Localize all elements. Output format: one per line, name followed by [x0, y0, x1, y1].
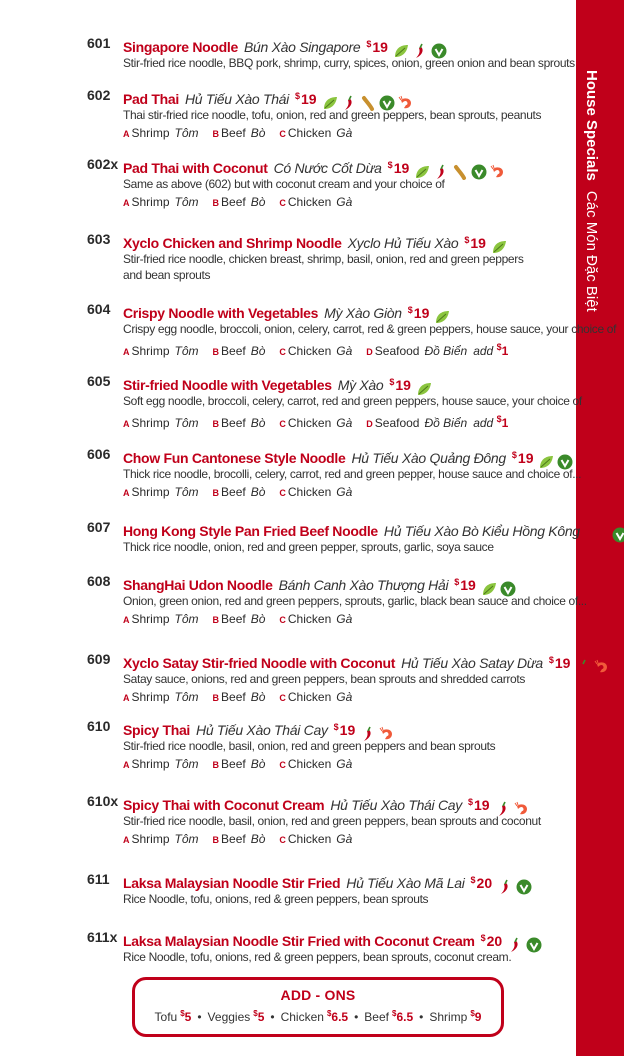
option-vi: Tôm — [174, 757, 199, 771]
currency-symbol: $ — [511, 450, 517, 460]
option-vi: Bò — [250, 832, 266, 846]
option-en: Shrimp — [131, 612, 170, 626]
protein-option — [213, 689, 266, 706]
addon-price-value: 6.5 — [331, 1010, 349, 1024]
price-value: 19 — [413, 305, 430, 321]
option-letter: A — [123, 615, 130, 625]
protein-option — [279, 689, 352, 706]
price-value: 19 — [591, 523, 608, 539]
option-letter: C — [279, 615, 286, 625]
item-name-vi: Hủ Tiếu Xào Thái Cay — [196, 722, 328, 738]
option-en: Shrimp — [131, 416, 170, 430]
protein-option — [279, 194, 352, 211]
currency-symbol: $ — [464, 235, 470, 245]
protein-option — [279, 343, 352, 360]
item-name-vi: Hủ Tiếu Xào Quảng Đông — [351, 450, 506, 466]
price-value: 19 — [517, 450, 534, 466]
protein-option — [123, 415, 199, 432]
addon-name: Tofu — [154, 1010, 178, 1024]
option-en: Chicken — [287, 416, 332, 430]
item-description: Stir-fried rice noodle, basil, onion, red and green peppers and bean sprouts — [123, 739, 496, 753]
addon-name: Beef — [364, 1010, 389, 1024]
option-add: add — [473, 416, 494, 430]
item-description: Thick rice noodle, onion, red and green pepper, sprouts, garlic, soya sauce — [123, 540, 494, 554]
item-name: ShangHai Udon Noodle — [123, 577, 273, 593]
addon-price — [253, 1010, 264, 1024]
vegan-icon — [612, 527, 624, 543]
option-currency: $ — [496, 414, 502, 424]
option-en: Chicken — [287, 485, 332, 499]
item-price — [586, 523, 608, 539]
option-en: Beef — [221, 126, 246, 140]
item-description: Stir-fried rice noodle, chicken breast, shrimp, basil, onion, red and green peppers — [123, 252, 524, 266]
addon-item — [155, 1010, 192, 1024]
protein-option — [213, 756, 266, 773]
option-currency: $ — [496, 342, 502, 352]
option-letter: A — [123, 488, 130, 498]
protein-option — [123, 484, 199, 501]
shrimp-icon — [490, 164, 506, 180]
vegan-icon — [526, 937, 542, 953]
currency-symbol: $ — [585, 523, 591, 533]
option-letter: B — [212, 198, 220, 208]
item-number: 610x — [87, 793, 119, 809]
protein-option — [123, 831, 199, 848]
protein-option — [123, 756, 199, 773]
option-vi: Gà — [336, 344, 353, 358]
option-en: Shrimp — [131, 126, 170, 140]
protein-option — [213, 415, 266, 432]
currency-symbol: $ — [454, 577, 460, 587]
item-number: 610 — [87, 718, 111, 734]
protein-options — [123, 194, 366, 211]
addon-price-value: 5 — [257, 1010, 265, 1024]
option-letter: C — [279, 693, 286, 703]
protein-option — [213, 125, 266, 142]
peanut-icon — [452, 164, 468, 180]
option-letter: D — [366, 347, 373, 357]
option-vi: Bò — [250, 416, 266, 430]
item-price — [454, 577, 476, 593]
addon-price — [180, 1010, 191, 1024]
option-vi: Đồ Biển — [424, 344, 468, 358]
option-vi: Gà — [336, 485, 353, 499]
option-en: Beef — [221, 416, 246, 430]
item-number: 611 — [87, 871, 110, 887]
price-value: 19 — [301, 91, 317, 107]
item-number: 608 — [87, 573, 111, 589]
item-name-vi: Mỳ Xào — [337, 377, 384, 393]
option-en: Shrimp — [131, 195, 170, 209]
item-price — [366, 39, 388, 55]
addon-price — [392, 1010, 413, 1024]
protein-options — [123, 339, 522, 360]
item-price — [388, 160, 410, 176]
option-vi: Bò — [250, 690, 266, 704]
option-vi: Bò — [250, 757, 266, 771]
option-en: Shrimp — [131, 690, 170, 704]
option-en: Seafood — [374, 416, 420, 430]
item-name: Chow Fun Cantonese Style Noodle — [123, 450, 346, 466]
addon-item — [208, 1010, 265, 1024]
item-price — [481, 933, 503, 949]
protein-option — [279, 831, 352, 848]
option-en: Beef — [221, 690, 246, 704]
protein-options — [123, 411, 522, 432]
price-value: 20 — [476, 875, 493, 891]
protein-option — [279, 756, 352, 773]
addon-item — [281, 1010, 349, 1024]
option-letter: B — [212, 760, 220, 770]
option-vi: Gà — [336, 757, 353, 771]
protein-options — [123, 689, 366, 706]
option-en: Seafood — [374, 344, 420, 358]
currency-symbol: $ — [387, 160, 393, 170]
addon-currency: $ — [180, 1009, 185, 1018]
option-en: Chicken — [287, 344, 332, 358]
item-price — [512, 450, 534, 466]
item-name: Pad Thai — [123, 91, 179, 107]
price-value: 19 — [395, 377, 411, 393]
option-letter: A — [123, 835, 130, 845]
item-name: Crispy Noodle with Vegetables — [123, 305, 319, 321]
option-vi: Đồ Biển — [424, 416, 468, 430]
option-vi: Tôm — [174, 126, 199, 140]
item-name: Singapore Noodle — [123, 39, 238, 55]
addon-item — [364, 1010, 413, 1024]
item-number: 605 — [87, 373, 111, 389]
item-description: Soft egg noodle, broccoli, celery, carrot, red and green peppers, house sauce, your choice of — [123, 394, 582, 408]
option-vi: Bò — [250, 195, 266, 209]
option-letter: A — [123, 760, 130, 770]
option-vi: Bò — [250, 344, 266, 358]
option-en: Shrimp — [131, 344, 170, 358]
diet-icons — [575, 657, 613, 675]
option-add: add — [473, 344, 494, 358]
protein-option — [213, 611, 266, 628]
option-en: Beef — [221, 485, 246, 499]
protein-option — [213, 194, 266, 211]
item-price — [464, 235, 486, 251]
option-vi: Bò — [250, 126, 266, 140]
item-description: Thick rice noodle, brocolli, celery, carrot, red and green pepper, house sauce and choice of... — [123, 467, 582, 481]
option-vi: Tôm — [174, 195, 199, 209]
diet-icons — [612, 525, 624, 543]
option-en: Shrimp — [131, 832, 170, 846]
option-en: Chicken — [287, 126, 332, 140]
item-description: Onion, green onion, red and green peppers, sprouts, garlic, black bean sauce and choice of... — [123, 594, 587, 608]
option-amount: 1 — [501, 416, 509, 430]
option-en: Chicken — [287, 612, 332, 626]
option-vi: Gà — [336, 195, 353, 209]
price-value: 20 — [486, 933, 503, 949]
option-letter: C — [279, 419, 286, 429]
protein-option — [213, 343, 266, 360]
diet-icons — [507, 935, 545, 953]
item-name-vi: Có Nước Cốt Dừa — [273, 160, 382, 176]
item-number: 603 — [87, 231, 111, 247]
item-number: 602 — [87, 87, 111, 103]
addon-separator: • — [197, 1010, 202, 1024]
protein-option — [123, 194, 199, 211]
option-letter: C — [279, 129, 286, 139]
item-description: Stir-fried rice noodle, BBQ pork, shrimp, curry, spices, onion, green onion and bean sprouts — [123, 56, 575, 70]
option-vi: Gà — [336, 612, 353, 626]
diet-icons — [497, 877, 535, 895]
option-letter: A — [123, 693, 130, 703]
addon-price-value: 9 — [474, 1010, 482, 1024]
option-en: Beef — [221, 195, 246, 209]
protein-option — [366, 339, 508, 360]
protein-options — [123, 756, 366, 773]
option-letter: C — [279, 198, 286, 208]
protein-option — [279, 611, 352, 628]
addon-currency: $ — [470, 1009, 475, 1018]
addon-separator: • — [270, 1010, 275, 1024]
item-name-vi: Xyclo Hủ Tiếu Xào — [347, 235, 459, 251]
option-letter: C — [279, 760, 286, 770]
item-name: Pad Thai with Coconut — [123, 160, 268, 176]
item-name: Xyclo Chicken and Shrimp Noodle — [123, 235, 342, 251]
item-name-vi: Hủ Tiếu Xào Thái Cay — [330, 797, 462, 813]
currency-symbol: $ — [467, 797, 473, 807]
item-number: 609 — [87, 651, 111, 667]
option-en: Chicken — [287, 195, 332, 209]
option-vi: Tôm — [174, 832, 199, 846]
currency-symbol: $ — [389, 377, 395, 387]
item-price — [295, 91, 317, 107]
option-en: Beef — [221, 612, 246, 626]
option-amount: 1 — [501, 344, 509, 358]
option-letter: B — [212, 615, 220, 625]
option-vi: Tôm — [174, 485, 199, 499]
protein-option — [279, 125, 352, 142]
option-letter: B — [212, 347, 220, 357]
option-letter: A — [123, 419, 130, 429]
protein-option — [123, 689, 199, 706]
option-letter: C — [279, 488, 286, 498]
item-number: 607 — [87, 519, 111, 535]
addon-currency: $ — [253, 1009, 258, 1018]
addon-name: Chicken — [280, 1010, 324, 1024]
option-en: Chicken — [287, 690, 332, 704]
item-name: Xyclo Satay Stir-fried Noodle with Coconut — [123, 655, 396, 671]
price-value: 19 — [473, 797, 490, 813]
option-letter: B — [212, 129, 220, 139]
option-letter: A — [123, 198, 130, 208]
addon-price — [470, 1010, 481, 1024]
item-name-vi: Bún Xào Singapore — [244, 39, 361, 55]
item-description: Stir-fried rice noodle, basil, onion, red and green peppers, bean sprouts and coconut — [123, 814, 541, 828]
item-price — [389, 377, 411, 393]
option-en: Shrimp — [131, 757, 170, 771]
item-description: Crispy egg noodle, broccoli, onion, celery, carrot, red & green peppers, house sauce, your choice of — [123, 322, 617, 336]
addon-name: Veggies — [207, 1010, 251, 1024]
vegan-icon — [471, 164, 487, 180]
price-value: 19 — [339, 722, 356, 738]
addon-price-value: 5 — [184, 1010, 192, 1024]
chili-icon — [575, 659, 591, 675]
item-description: Rice Noodle, tofu, onions, red & green peppers, bean sprouts — [123, 892, 429, 906]
currency-symbol: $ — [294, 91, 300, 101]
protein-option — [123, 125, 199, 142]
item-description: Rice Noodle, tofu, onions, red & green peppers, bean sprouts, coconut cream. — [123, 950, 512, 964]
option-vi: Bò — [250, 485, 266, 499]
option-letter: B — [212, 693, 220, 703]
option-en: Chicken — [287, 832, 332, 846]
addon-name: Shrimp — [429, 1010, 468, 1024]
item-number: 604 — [87, 301, 111, 317]
item-name: Spicy Thai — [123, 722, 191, 738]
option-vi: Tôm — [174, 344, 199, 358]
shrimp-icon — [594, 659, 610, 675]
section-title-en: House Specials — [583, 70, 600, 181]
currency-symbol: $ — [548, 655, 554, 665]
item-name-vi: Hủ Tiếu Xào Thái — [184, 91, 289, 107]
chili-icon — [497, 879, 513, 895]
protein-options — [123, 831, 366, 848]
addons-line — [135, 1009, 501, 1024]
item-price — [549, 655, 571, 671]
option-letter: A — [123, 129, 130, 139]
option-vi: Gà — [336, 690, 353, 704]
protein-option — [366, 411, 508, 432]
protein-option — [213, 831, 266, 848]
vegan-icon — [516, 879, 532, 895]
item-name-vi: Hủ Tiếu Xào Bò Kiểu Hồng Kông — [383, 523, 580, 539]
option-letter: B — [212, 419, 220, 429]
item-name-vi: Mỳ Xào Giòn — [324, 305, 402, 321]
option-en: Beef — [221, 757, 246, 771]
item-number: 606 — [87, 446, 111, 462]
option-vi: Gà — [336, 126, 353, 140]
item-name: Spicy Thai with Coconut Cream — [123, 797, 325, 813]
item-name-vi: Bánh Canh Xào Thượng Hải — [278, 577, 449, 593]
option-vi: Tôm — [174, 690, 199, 704]
option-letter: C — [279, 835, 286, 845]
item-number: 601 — [87, 35, 111, 51]
option-letter: D — [366, 419, 373, 429]
option-vi: Gà — [336, 416, 353, 430]
item-description: and bean sprouts — [123, 268, 211, 282]
price-value: 19 — [372, 39, 388, 55]
protein-option — [279, 484, 352, 501]
item-name: Laksa Malaysian Noodle Stir Fried with Coconut Cream — [123, 933, 475, 949]
addon-currency: $ — [391, 1009, 397, 1018]
item-name: Laksa Malaysian Noodle Stir Fried — [123, 875, 341, 891]
option-en: Shrimp — [131, 485, 170, 499]
option-letter: A — [123, 347, 130, 357]
addon-separator: • — [354, 1010, 359, 1024]
addons-title: ADD - ONS — [280, 987, 356, 1003]
price-value: 19 — [393, 160, 410, 176]
protein-option — [123, 343, 199, 360]
protein-options — [123, 611, 366, 628]
currency-symbol: $ — [333, 722, 339, 732]
item-number: 611x — [87, 929, 118, 945]
item-name-vi: Hủ Tiếu Xào Satay Dừa — [401, 655, 543, 671]
option-en: Beef — [221, 832, 246, 846]
addon-currency: $ — [326, 1009, 332, 1018]
option-letter: B — [212, 488, 220, 498]
addon-item — [429, 1010, 481, 1024]
protein-options — [123, 125, 366, 142]
item-name: Stir-fried Noodle with Vegetables — [123, 377, 332, 393]
currency-symbol: $ — [366, 39, 372, 49]
item-price — [408, 305, 430, 321]
addons-box — [132, 977, 504, 1037]
option-letter: C — [279, 347, 286, 357]
addon-separator: • — [419, 1010, 424, 1024]
currency-symbol: $ — [480, 933, 486, 943]
protein-option — [123, 611, 199, 628]
addon-price — [327, 1010, 348, 1024]
protein-options — [123, 484, 366, 501]
addon-price-value: 6.5 — [396, 1010, 414, 1024]
protein-option — [213, 484, 266, 501]
option-en: Beef — [221, 344, 246, 358]
item-description: Satay sauce, onions, red and green peppers, bean sprouts and shredded carrots — [123, 672, 525, 686]
item-price — [468, 797, 490, 813]
option-vi: Tôm — [174, 612, 199, 626]
item-number: 602x — [87, 156, 119, 172]
item-price — [334, 722, 356, 738]
option-en: Chicken — [287, 757, 332, 771]
option-letter: B — [212, 835, 220, 845]
protein-option — [279, 415, 352, 432]
option-vi: Gà — [336, 832, 353, 846]
option-vi: Tôm — [174, 416, 199, 430]
section-title — [583, 70, 600, 312]
section-title-vi: Các Món Đặc Biệt — [583, 190, 600, 312]
currency-symbol: $ — [470, 875, 476, 885]
price-value: 19 — [470, 235, 486, 251]
item-name: Hong Kong Style Pan Fried Beef Noodle — [123, 523, 378, 539]
item-description: Thai stir-fried rice noodle, tofu, onion, red and green peppers, bean sprouts, peanuts — [123, 108, 542, 122]
currency-symbol: $ — [407, 305, 413, 315]
price-value: 19 — [460, 577, 476, 593]
option-vi: Bò — [250, 612, 266, 626]
item-description: Same as above (602) but with coconut cream and your choice of — [123, 177, 445, 191]
item-name-vi: Hủ Tiếu Xào Mã Lai — [346, 875, 465, 891]
price-value: 19 — [554, 655, 571, 671]
item-price — [471, 875, 493, 891]
